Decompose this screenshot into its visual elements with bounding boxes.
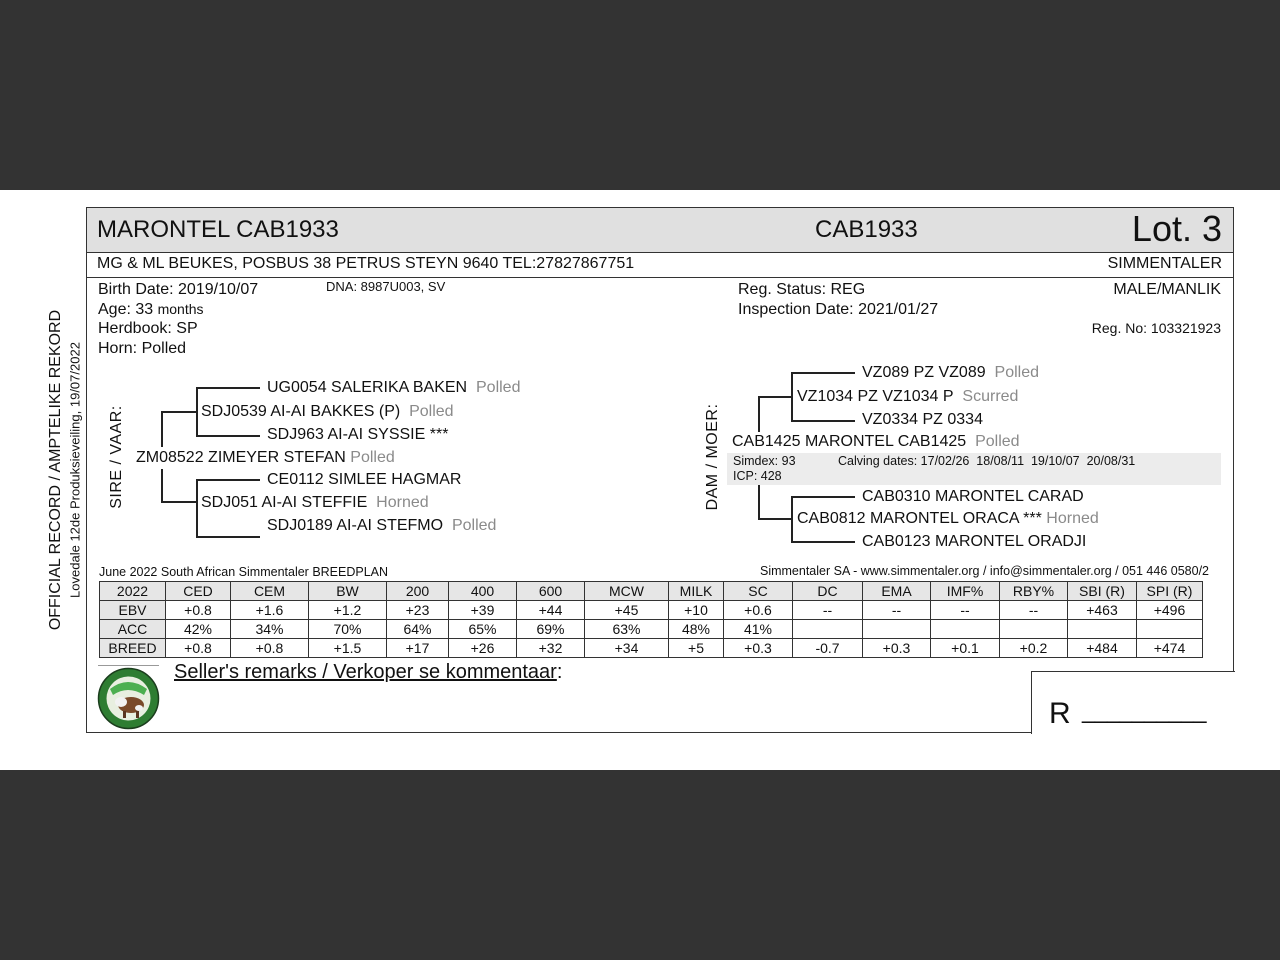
table-cell: +5	[669, 639, 724, 658]
table-cell	[863, 620, 931, 639]
price-blank: __________	[1082, 697, 1206, 724]
table-row-label: ACC	[100, 620, 166, 639]
pedigree-line	[196, 387, 260, 389]
table-cell: --	[931, 601, 1000, 620]
table-cell: +0.8	[166, 601, 231, 620]
pedigree-line	[161, 501, 197, 503]
table-row-acc	[100, 620, 1203, 639]
table-cell: +0.8	[231, 639, 309, 658]
inspection-date: Inspection Date: 2021/01/27	[738, 301, 939, 318]
table-row-breed	[100, 639, 1203, 658]
table-cell: +0.6	[724, 601, 793, 620]
table-cell: 34%	[231, 620, 309, 639]
table-cell: +484	[1068, 639, 1137, 658]
pedigree-line	[758, 485, 760, 519]
pedigree-line	[196, 479, 260, 481]
table-cell	[1000, 620, 1068, 639]
breedplan-contact: Simmentaler SA - www.simmentaler.org / info@simmentaler.org / 051 446 0580/2	[759, 564, 1209, 578]
pedigree-line	[161, 469, 163, 501]
table-cell: +1.6	[231, 601, 309, 620]
table-header-cell: SPI (R)	[1137, 582, 1203, 601]
table-cell: +17	[387, 639, 449, 658]
table-cell: +44	[517, 601, 585, 620]
lot-number: Lot. 3	[1131, 208, 1222, 249]
mgd-dam: CAB0123 MARONTEL ORADJI	[862, 533, 1087, 550]
price-box	[1031, 671, 1235, 734]
logo-rule	[98, 665, 159, 666]
pedigree-line	[196, 536, 260, 538]
table-header-cell: 600	[517, 582, 585, 601]
table-cell: 42%	[166, 620, 231, 639]
table-cell: +10	[669, 601, 724, 620]
table-header-cell: EMA	[863, 582, 931, 601]
horn-status: Horn: Polled	[98, 340, 187, 357]
table-cell: +0.1	[931, 639, 1000, 658]
table-row-label: BREED	[100, 639, 166, 658]
maternal-grandsire: VZ1034 PZ VZ1034 P Scurred	[797, 388, 1019, 405]
table-cell: 63%	[585, 620, 669, 639]
simmentaler-logo-icon	[97, 667, 160, 730]
table-header-row	[100, 582, 1203, 601]
table-header-cell: MCW	[585, 582, 669, 601]
pedigree-line	[791, 420, 855, 422]
table-header-cell: MILK	[669, 582, 724, 601]
pedigree-line	[791, 496, 793, 542]
table-cell: +496	[1137, 601, 1203, 620]
table-cell: +0.3	[724, 639, 793, 658]
owner-bar	[87, 252, 1233, 278]
table-cell: +1.2	[309, 601, 387, 620]
pgd-sire: CE0112 SIMLEE HAGMAR	[267, 471, 462, 488]
calving-dates: Calving dates: 17/02/26 18/08/11 19/10/07 20/08/31	[838, 454, 1136, 468]
mgs-dam: VZ0334 PZ 0334	[862, 411, 983, 428]
table-header-cell: BW	[309, 582, 387, 601]
table-cell: +463	[1068, 601, 1137, 620]
table-cell: 69%	[517, 620, 585, 639]
mgd-sire: CAB0310 MARONTEL CARAD	[862, 488, 1084, 505]
pedigree-line	[791, 372, 855, 374]
table-cell: --	[863, 601, 931, 620]
table-cell: +34	[585, 639, 669, 658]
table-cell: 64%	[387, 620, 449, 639]
dam-label: DAM / MOER:	[704, 403, 721, 511]
paternal-grandsire: SDJ0539 AI-AI BAKKES (P) Polled	[201, 403, 454, 420]
pgs-sire: UG0054 SALERIKA BAKEN Polled	[267, 379, 521, 396]
breed-name: SIMMENTALER	[1107, 255, 1222, 272]
paternal-granddam: SDJ051 AI-AI STEFFIE Horned	[201, 494, 429, 511]
table-cell: -0.7	[793, 639, 863, 658]
table-cell	[1137, 620, 1203, 639]
mgs-sire: VZ089 PZ VZ089 Polled	[862, 364, 1039, 381]
table-cell: +23	[387, 601, 449, 620]
birth-date: Birth Date: 2019/10/07	[98, 281, 259, 298]
official-record-vertical-text: OFFICIAL RECORD / AMPTELIKE REKORD	[47, 309, 64, 631]
table-header-cell: IMF%	[931, 582, 1000, 601]
age: Age: 33 months	[98, 301, 204, 318]
table-row-ebv	[100, 601, 1203, 620]
table-cell	[931, 620, 1000, 639]
table-header-cell: 400	[449, 582, 517, 601]
pedigree-line	[196, 435, 260, 437]
table-header-cell: DC	[793, 582, 863, 601]
seller-remarks-label: Seller's remarks / Verkoper se kommentaar:	[174, 661, 563, 683]
table-cell: +0.8	[166, 639, 231, 658]
table-header-cell: CED	[166, 582, 231, 601]
sex: MALE/MANLIK	[1113, 281, 1221, 298]
table-cell: +32	[517, 639, 585, 658]
pedigree-line	[791, 541, 855, 543]
breedplan-table	[99, 581, 1203, 658]
table-header-cell: CEM	[231, 582, 309, 601]
simdex: Simdex: 93	[733, 454, 796, 468]
pgs-dam: SDJ963 AI-AI SYSSIE ***	[267, 426, 449, 443]
table-cell: 41%	[724, 620, 793, 639]
owner-details: MG & ML BEUKES, POSBUS 38 PETRUS STEYN 9640 TEL:27827867751	[97, 255, 635, 272]
breedplan-caption: June 2022 South African Simmentaler BREEDPLAN	[99, 565, 389, 579]
table-cell: --	[793, 601, 863, 620]
sire: ZM08522 ZIMEYER STEFAN Polled	[136, 449, 395, 466]
table-cell: 70%	[309, 620, 387, 639]
table-cell: --	[1000, 601, 1068, 620]
table-cell: +45	[585, 601, 669, 620]
table-cell: 65%	[449, 620, 517, 639]
reg-number: Reg. No: 103321923	[1091, 320, 1221, 336]
pedigree-line	[196, 479, 198, 536]
table-header-cell: SBI (R)	[1068, 582, 1137, 601]
table-cell	[793, 620, 863, 639]
pgd-dam: SDJ0189 AI-AI STEFMO Polled	[267, 517, 497, 534]
icp: ICP: 428	[733, 469, 782, 483]
table-header-cell: RBY%	[1000, 582, 1068, 601]
table-cell: +0.2	[1000, 639, 1068, 658]
table-cell	[1068, 620, 1137, 639]
herdbook: Herdbook: SP	[98, 320, 198, 337]
maternal-granddam: CAB0812 MARONTEL ORACA *** Horned	[797, 510, 1099, 527]
table-header-cell: SC	[724, 582, 793, 601]
animal-name: MARONTEL CAB1933	[97, 216, 339, 243]
pedigree-line	[758, 518, 792, 520]
table-cell: 48%	[669, 620, 724, 639]
pedigree-line	[161, 411, 197, 413]
table-row-label: EBV	[100, 601, 166, 620]
auction-vertical-text: Lovedale 12de Produksieveiling, 19/07/2022	[67, 342, 83, 598]
pedigree-line	[161, 411, 163, 447]
pedigree-line	[758, 396, 760, 432]
table-cell: +474	[1137, 639, 1203, 658]
price-currency: R	[1049, 697, 1071, 730]
pedigree-line	[758, 396, 792, 398]
table-header-cell: 200	[387, 582, 449, 601]
animal-id-code: CAB1933	[815, 216, 918, 243]
table-cell: +0.3	[863, 639, 931, 658]
table-cell: +26	[449, 639, 517, 658]
sire-label: SIRE / VAAR:	[108, 405, 125, 509]
table-cell: +39	[449, 601, 517, 620]
dna-info: DNA: 8987U003, SV	[326, 279, 446, 294]
table-cell: +1.5	[309, 639, 387, 658]
pedigree-line	[791, 496, 855, 498]
dam: CAB1425 MARONTEL CAB1425 Polled	[732, 433, 1020, 450]
title-bar	[87, 208, 1233, 253]
reg-status: Reg. Status: REG	[738, 281, 866, 298]
table-header-cell: 2022	[100, 582, 166, 601]
